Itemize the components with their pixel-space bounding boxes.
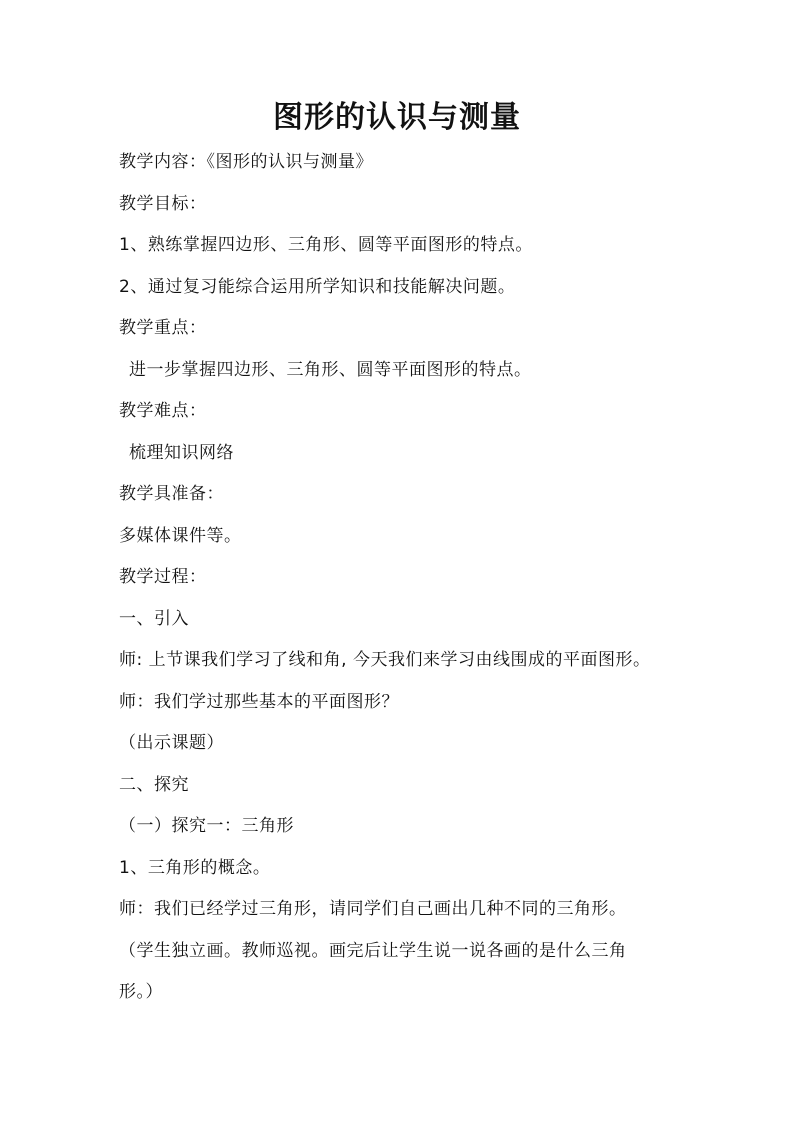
teaching-goals-heading: 教学目标： [119, 193, 207, 214]
goal-item-2: 2、通过复习能综合运用所学知识和技能解决问题。 [119, 276, 516, 297]
teacher-line-2: 师：我们学过那些基本的平面图形？ [119, 691, 399, 712]
section-intro-heading: 一、引入 [119, 608, 189, 629]
triangle-concept-line: 1、三角形的概念。 [119, 857, 271, 878]
materials-text: 多媒体课件等。 [119, 525, 242, 546]
student-activity-line: （学生独立画。教师巡视。画完后让学生说一说各画的是什么三角 [119, 940, 627, 961]
section-explore-heading: 二、探究 [119, 774, 189, 795]
goal-item-1: 1、熟练掌握四边形、三角形、圆等平面图形的特点。 [119, 235, 533, 255]
difficulties-heading: 教学难点： [119, 401, 207, 421]
document-body [119, 142, 699, 1014]
difficulties-text: 梳理知识网络 [129, 442, 234, 463]
teaching-content-line: 教学内容：《图形的认识与测量》 [119, 152, 373, 172]
explore-one-heading: （一）探究一：三角形 [119, 816, 294, 836]
key-points-heading: 教学重点： [119, 318, 207, 338]
teacher-line-1: 师: 上节课我们学习了线和角, 今天我们来学习由线围成的平面图形。 [119, 650, 651, 670]
show-topic-line: （出示课题） [119, 733, 224, 753]
materials-heading: 教学具准备： [119, 484, 224, 504]
process-heading: 教学过程： [119, 567, 207, 587]
student-activity-line-continued: 形。） [119, 982, 163, 1002]
teacher-line-3: 师：我们已经学过三角形，请同学们自己画出几种不同的三角形。 [119, 899, 627, 919]
key-points-text: 进一步掌握四边形、三角形、圆等平面图形的特点。 [129, 359, 532, 380]
document-title: 图形的认识与测量 [273, 100, 521, 135]
